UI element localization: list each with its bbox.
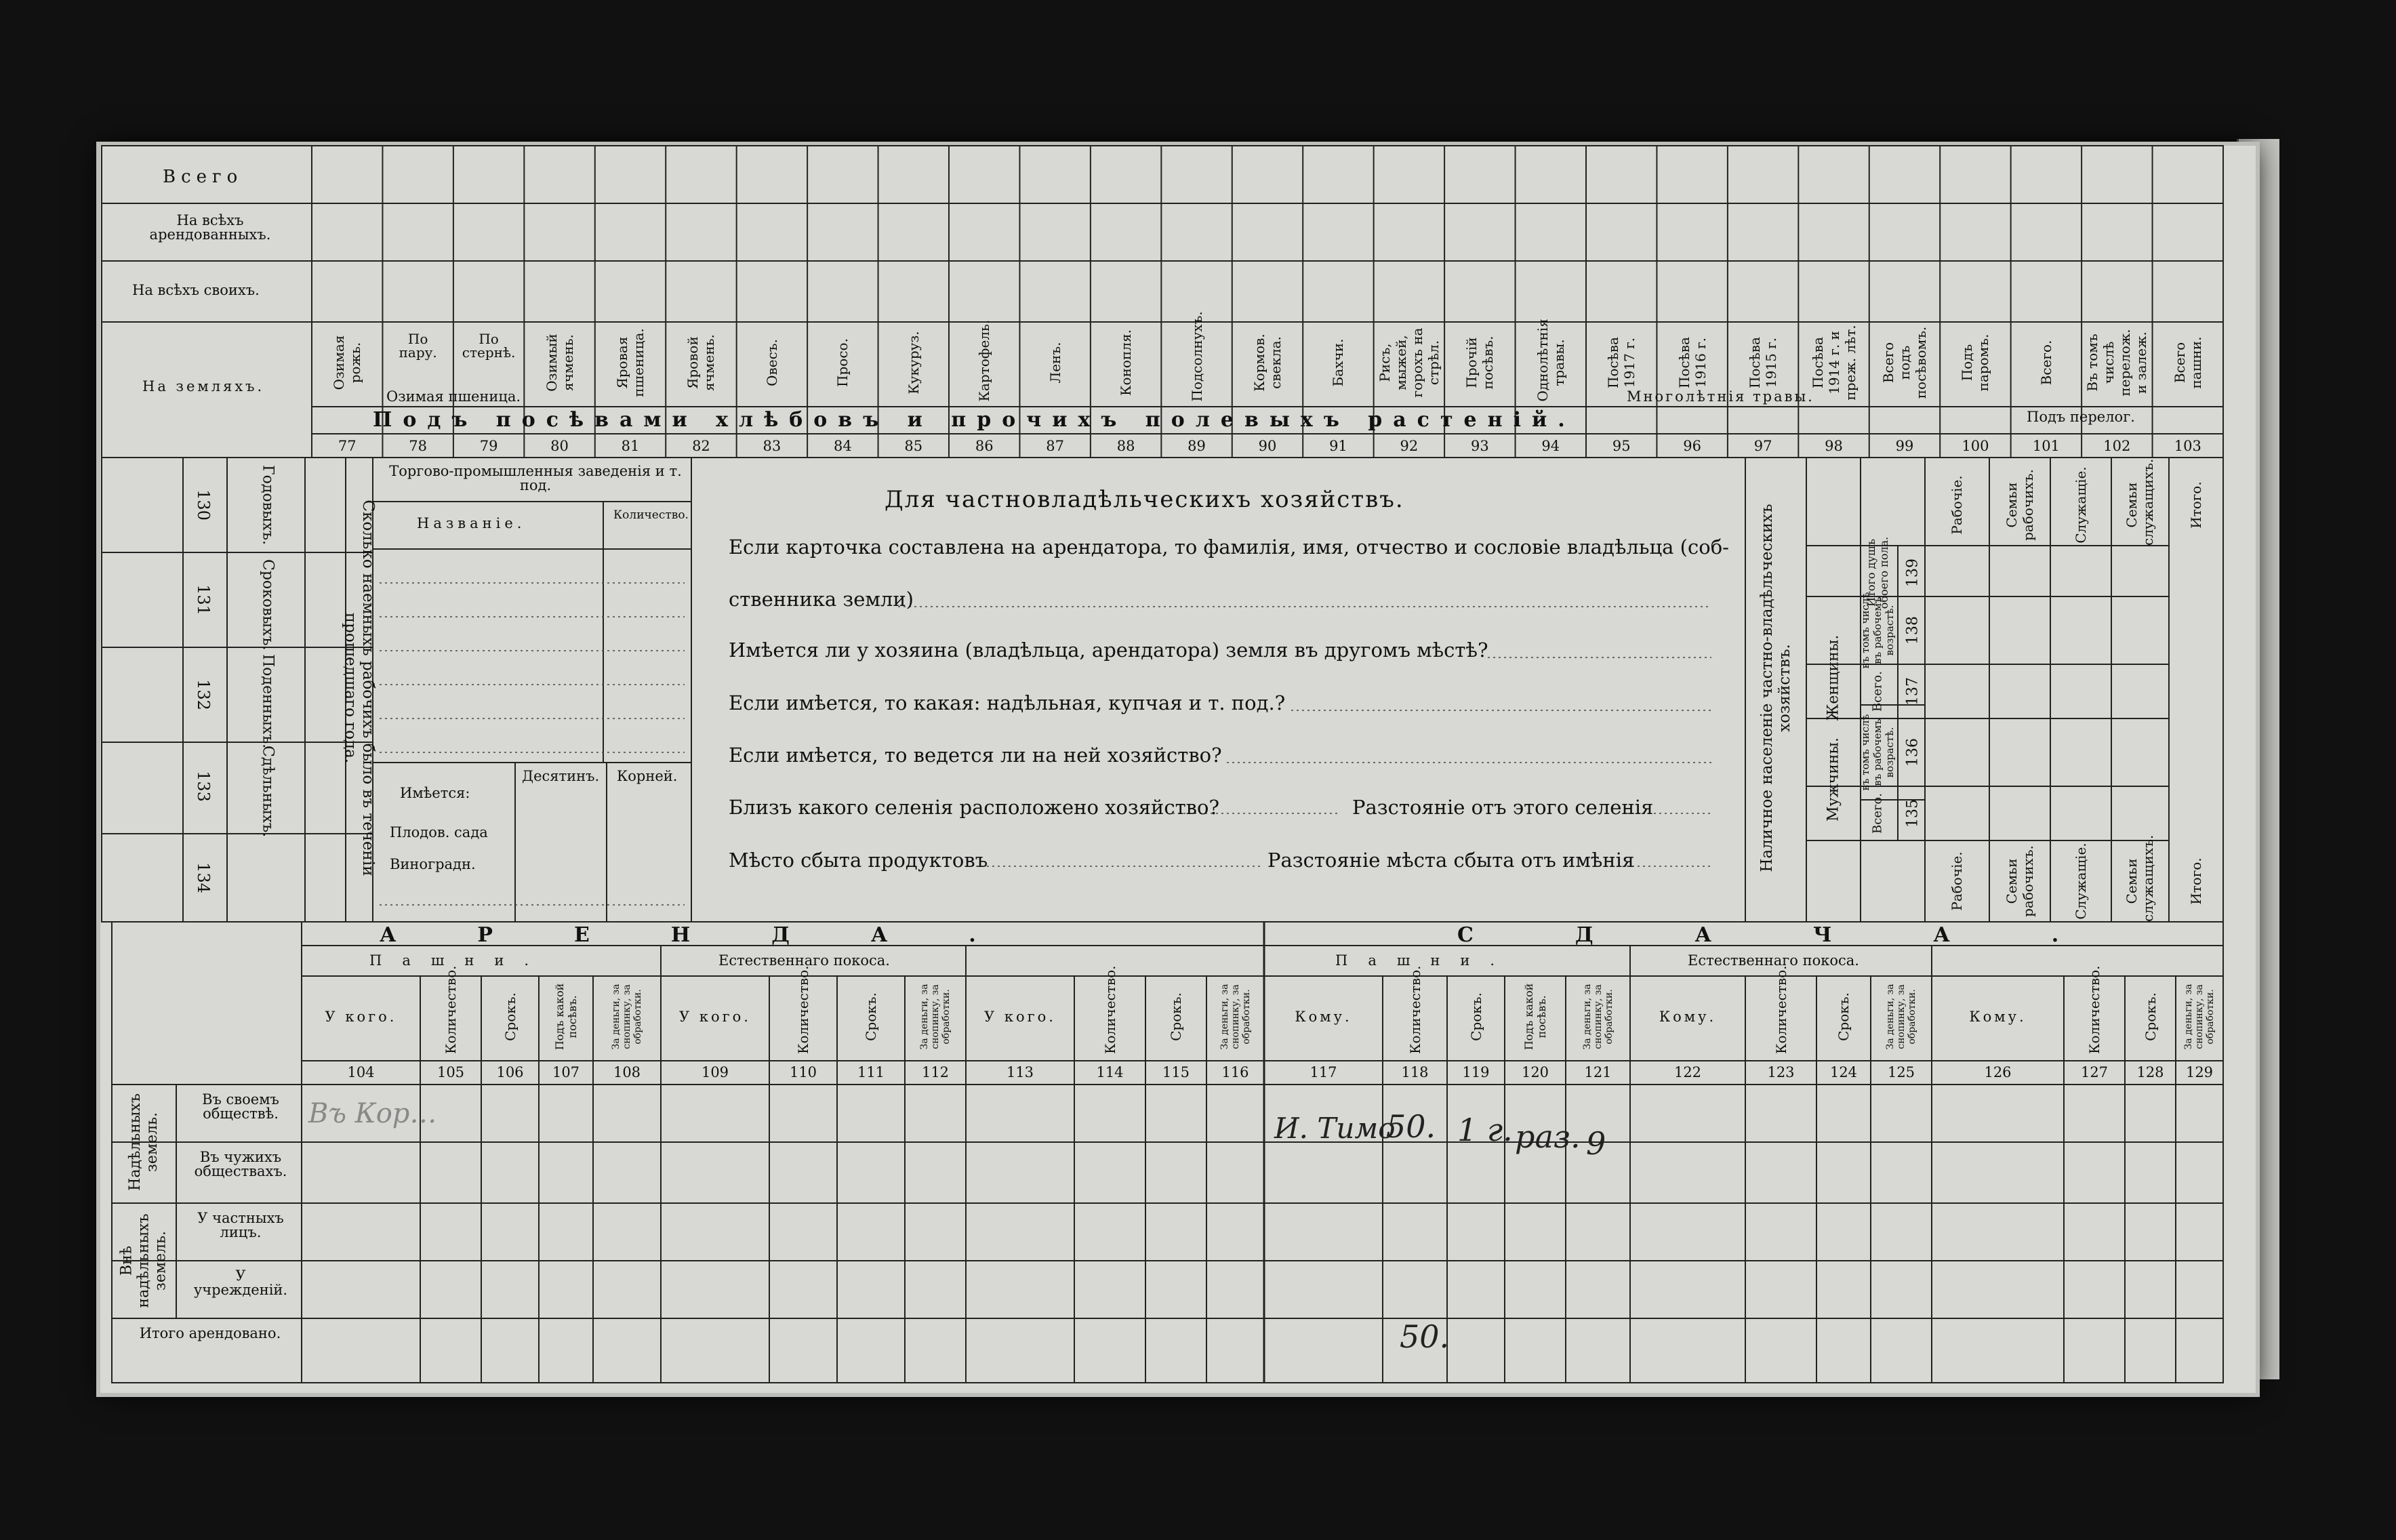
lease-column-number: 111 (857, 1064, 885, 1080)
fallow-label: Подъ перелог. (2027, 409, 2135, 425)
men-working-label: въ томъ числѣ въ рабочемъ возрастѣ. (1859, 714, 1896, 791)
column-number: 83 (763, 438, 781, 454)
crop-header: Рисъ, мыжей, горохъ на стрѣл. (1376, 327, 1442, 398)
row-private-persons: У частныхъ лицъ. (197, 1210, 284, 1240)
women-label: Женщины. (1825, 634, 1842, 721)
lease-column-header: Количество. (1772, 965, 1789, 1054)
population-column-number: 139 (1904, 559, 1922, 587)
lease-column-header: У кого. (984, 1009, 1056, 1025)
crop-header: Яровой ячмень. (685, 334, 718, 391)
arenda-pashni: Пашни. (369, 952, 550, 969)
handwritten-payment: 9 (1586, 1125, 1606, 1162)
lease-column-number: 106 (496, 1064, 524, 1080)
lease-column-number: 125 (1887, 1064, 1915, 1080)
crop-header: Конопля. (1118, 329, 1135, 396)
crop-header: Въ томъ числѣ перелож. и залеж. (2084, 329, 2150, 397)
handwritten-crop: раз. (1515, 1118, 1581, 1155)
lease-column-header: У кого. (679, 1009, 751, 1025)
population-column-number: 135 (1904, 799, 1922, 828)
worker-type: Сроковыхъ. (259, 559, 277, 651)
column-number: 93 (1470, 438, 1489, 454)
lease-column-header: Срокъ. (1168, 992, 1184, 1041)
trade-qty-header: Количество. (613, 508, 689, 522)
column-number: 81 (621, 438, 640, 454)
lease-column-header: Количество. (1406, 965, 1423, 1054)
column-number: 99 (1895, 438, 1914, 454)
lease-column-header: За деньги, за снопинку, за обработки. (919, 984, 952, 1050)
crop-header: Посѣва 1914 г. и преж. лѣт. (1809, 325, 1859, 401)
column-number: 90 (1258, 438, 1277, 454)
population-right-footer: Семьи служащихъ. (2124, 834, 2156, 922)
winter-wheat-label: Озимая пшеница. (386, 388, 521, 405)
crop-header: Ленъ. (1047, 342, 1063, 384)
population-right-header: Рабочіе. (1949, 475, 1965, 535)
perennial-grass-label: Многолѣтнія травы. (1627, 388, 1814, 405)
trade-title: Торгово-промышленныя заведенія и т. под. (389, 463, 682, 493)
lease-column-header: Кому. (1295, 1009, 1352, 1025)
population-right-footer: Итого. (2188, 857, 2204, 905)
lease-column-number: 110 (789, 1064, 817, 1080)
population-right-footer: Служащіе. (2073, 843, 2089, 920)
lease-column-number: 109 (701, 1064, 729, 1080)
women-working-label: въ томъ числѣ въ рабочемъ возрастѣ. (1859, 592, 1896, 669)
lease-column-number: 118 (1401, 1064, 1429, 1080)
population-right-header: Семьи рабочихъ. (2004, 469, 2036, 541)
lease-column-header: Количество. (1101, 965, 1118, 1054)
worker-type: Годовыхъ. (259, 465, 277, 545)
worker-type: Поденныхъ. (259, 654, 277, 749)
row-label-total: Всего (163, 167, 243, 187)
lease-column-header: Количество. (2086, 965, 2103, 1054)
lease-column-number: 123 (1767, 1064, 1795, 1080)
lease-column-number: 126 (1984, 1064, 2012, 1080)
crop-header: По пару. (399, 331, 437, 361)
population-right-header: Семьи служащихъ. (2124, 458, 2156, 546)
worker-type: Сдѣльныхъ. (259, 746, 277, 838)
column-number: 80 (550, 438, 569, 454)
handwritten-ukogo: Въ Кор… (308, 1098, 437, 1129)
desyatin-header: Десятинъ. (522, 768, 600, 784)
crop-header: Подъ паромъ. (1959, 333, 1992, 392)
crop-header: Картофель. (976, 319, 993, 402)
lease-column-number: 107 (552, 1064, 580, 1080)
lease-column-header: Количество. (443, 965, 459, 1054)
handwritten-total: 50. (1400, 1318, 1450, 1355)
trade-name-header: Названіе. (417, 515, 526, 531)
column-number: 77 (338, 438, 357, 454)
lease-column-number: 117 (1309, 1064, 1337, 1080)
row-label-rented: На всѣхъ арендованныхъ. (149, 212, 271, 243)
column-number: 102 (2103, 438, 2131, 454)
population-right-footer: Рабочіе. (1949, 851, 1965, 911)
crop-header: Посѣва 1915 г. (1747, 337, 1780, 388)
crop-header: Всего. (2037, 340, 2054, 386)
question-market-distance: Разстояніе мѣста сбыта отъ имѣнія (1267, 849, 1635, 872)
arenda-banner: АРЕНДА. (380, 923, 1057, 947)
arenda-pokos: Естественнаго покоса. (718, 952, 890, 969)
lease-column-number: 129 (2185, 1064, 2214, 1080)
row-label-own: На всѣхъ своихъ. (132, 282, 260, 298)
lease-column-header: За деньги, за снопинку, за обработки. (2183, 984, 2216, 1050)
lease-column-header: У кого. (325, 1009, 397, 1025)
lease-column-header: За деньги, за снопинку, за обработки. (1219, 984, 1252, 1050)
nadel-lands-label: Надѣльныхъ земель. (127, 1093, 161, 1191)
population-side-label: Наличное населеніе частно-владѣльческихъ хозяйствъ. (1758, 504, 1793, 872)
column-number: 98 (1825, 438, 1843, 454)
column-number: 96 (1683, 438, 1702, 454)
crop-header: Просо. (834, 338, 851, 387)
lease-column-header: Срокъ. (2142, 992, 2159, 1041)
crop-header: Подсолнухъ. (1188, 311, 1205, 402)
column-number: 103 (2174, 438, 2201, 454)
non-nadel-lands-label: Внѣ надѣльныхъ земель. (118, 1213, 169, 1308)
question-village-distance: Разстояніе отъ этого селенія (1352, 796, 1654, 819)
worker-column-number: 131 (194, 584, 213, 615)
lease-column-number: 121 (1584, 1064, 1612, 1080)
lease-column-number: 119 (1462, 1064, 1490, 1080)
lease-column-number: 114 (1096, 1064, 1124, 1080)
population-right-header: Служащіе. (2073, 466, 2089, 544)
worker-column-number: 130 (194, 489, 213, 521)
row-own-community: Въ своемъ обществѣ. (202, 1091, 279, 1122)
population-column-number: 138 (1904, 616, 1922, 645)
lease-column-header: Подъ какой посѣвъ. (553, 983, 579, 1051)
crop-header: Овесъ. (763, 339, 780, 386)
lease-column-header: Количество. (795, 965, 811, 1054)
lease-column-header: Подъ какой посѣвъ. (1522, 983, 1548, 1051)
population-right-footer: Семьи рабочихъ. (2004, 845, 2036, 917)
handwritten-komu: И. Тимо (1274, 1112, 1396, 1145)
lease-column-number: 105 (436, 1064, 465, 1080)
crop-header: Озимая рожь. (331, 335, 364, 390)
question-market: Мѣсто сбыта продуктовъ (729, 849, 988, 872)
crop-header: Всего подъ посѣвомъ. (1880, 326, 1929, 399)
lease-column-header: Срокъ. (863, 992, 879, 1041)
total-souls-label: Итого душъ обоего пола. (1865, 536, 1890, 609)
korney-header: Корней. (617, 768, 678, 784)
column-number: 87 (1046, 438, 1065, 454)
hired-workers-side-label: Сколько наемныхъ рабочихъ было въ теченіи прошедшаго года. (342, 500, 377, 876)
crop-header: Яровая пшеница. (614, 328, 647, 397)
column-number: 84 (833, 438, 852, 454)
lease-column-header: Срокъ. (1467, 992, 1484, 1041)
column-number: 78 (409, 438, 428, 454)
crop-header: По стернѣ. (462, 331, 516, 361)
lease-column-header: Кому. (1659, 1009, 1717, 1025)
crop-header: Кормов. свекла. (1251, 333, 1284, 392)
lease-column-number: 127 (2080, 1064, 2109, 1080)
lease-column-number: 104 (347, 1064, 375, 1080)
column-number: 94 (1541, 438, 1560, 454)
row-label-on-lands: На земляхъ. (142, 378, 265, 394)
question-other-land: Имѣется ли у хозяина (владѣльца, арендатора) земля въ другомъ мѣстѣ? (729, 639, 1488, 662)
row-other-communities: Въ чужихъ обществахъ. (194, 1149, 287, 1179)
handwritten-term: 1 г. (1457, 1112, 1513, 1148)
lease-column-number: 108 (613, 1064, 641, 1080)
column-number: 95 (1612, 438, 1631, 454)
lease-column-number: 120 (1521, 1064, 1549, 1080)
column-number: 79 (479, 438, 498, 454)
worker-column-number: 133 (194, 771, 213, 802)
question-owner-cont: ственника земли) (729, 588, 914, 611)
row-institutions: У учрежденій. (193, 1268, 288, 1298)
lease-column-number: 113 (1006, 1064, 1034, 1080)
column-number: 82 (692, 438, 710, 454)
private-farms-title: Для частновладѣльческихъ хозяйствъ. (885, 486, 1404, 513)
sdacha-pashni: Пашни. (1335, 952, 1516, 969)
sdacha-banner: СДАЧА. (1457, 923, 2161, 947)
column-number: 92 (1400, 438, 1419, 454)
column-number: 88 (1116, 438, 1135, 454)
row-total-rented: Итого арендовано. (139, 1325, 281, 1341)
has-label: Имѣется: (400, 785, 470, 801)
worker-column-number: 132 (194, 679, 213, 710)
question-owner: Если карточка составлена на арендатора, то фамилія, имя, отчество и сословіе владѣльца (соб- (729, 535, 1729, 559)
worker-column-number: 134 (194, 862, 213, 893)
crop-header: Бахчи. (1330, 338, 1347, 387)
crop-header: Посѣва 1916 г. (1676, 337, 1709, 388)
crop-header: Однолѣтнія травы. (1534, 319, 1567, 402)
crop-header: Кукуруз. (905, 331, 922, 394)
column-number: 85 (904, 438, 923, 454)
sdacha-pokos: Естественнаго покоса. (1688, 952, 1859, 969)
lease-column-header: Кому. (1969, 1009, 2027, 1025)
lease-column-number: 112 (921, 1064, 950, 1080)
population-right-header: Итого. (2188, 481, 2204, 529)
question-village: Близъ какого селенія расположено хозяйство? (729, 796, 1220, 819)
lease-column-header: За деньги, за снопинку, за обработки. (611, 984, 643, 1050)
lease-column-header: Срокъ. (502, 992, 519, 1041)
crop-header: Прочій посѣвъ. (1463, 336, 1497, 390)
lease-column-number: 116 (1221, 1064, 1249, 1080)
column-number: 97 (1753, 438, 1772, 454)
lease-column-header: За деньги, за снопинку, за обработки. (1581, 984, 1615, 1050)
lease-column-number: 128 (2136, 1064, 2164, 1080)
lease-column-header: За деньги, за снопинку, за обработки. (1885, 984, 1917, 1050)
lease-column-number: 124 (1829, 1064, 1858, 1080)
men-label: Мужчины. (1825, 737, 1842, 822)
lease-column-header: Срокъ. (1835, 992, 1852, 1041)
crop-header: Озимый ячмень. (543, 333, 576, 392)
column-number: 101 (2032, 438, 2060, 454)
crop-header: Посѣва 1917 г. (1605, 337, 1638, 388)
men-total-label: Всего. (1870, 793, 1885, 834)
crop-header: Всего пашни. (2171, 336, 2204, 389)
column-number: 100 (1962, 438, 1989, 454)
population-column-number: 136 (1904, 738, 1922, 767)
question-farming: Если имѣется, то ведется ли на ней хозяйство? (729, 744, 1222, 767)
vineyard-label: Виноградн. (390, 856, 476, 872)
sown-crops-banner: Подъ посѣвами хлѣбовъ и прочихъ полевыхъ растеній. (373, 408, 1576, 432)
column-number: 86 (975, 438, 994, 454)
column-number: 91 (1329, 438, 1347, 454)
population-column-number: 137 (1904, 677, 1922, 706)
lease-column-number: 115 (1162, 1064, 1190, 1080)
column-number: 89 (1187, 438, 1206, 454)
handwritten-quantity: 50. (1386, 1108, 1436, 1145)
lease-column-number: 122 (1673, 1064, 1702, 1080)
orchard-label: Плодов. сада (390, 824, 488, 840)
women-total-label: Всего. (1870, 671, 1885, 712)
question-land-type: Если имѣется, то какая: надѣльная, купчая и т. под.? (729, 691, 1286, 714)
